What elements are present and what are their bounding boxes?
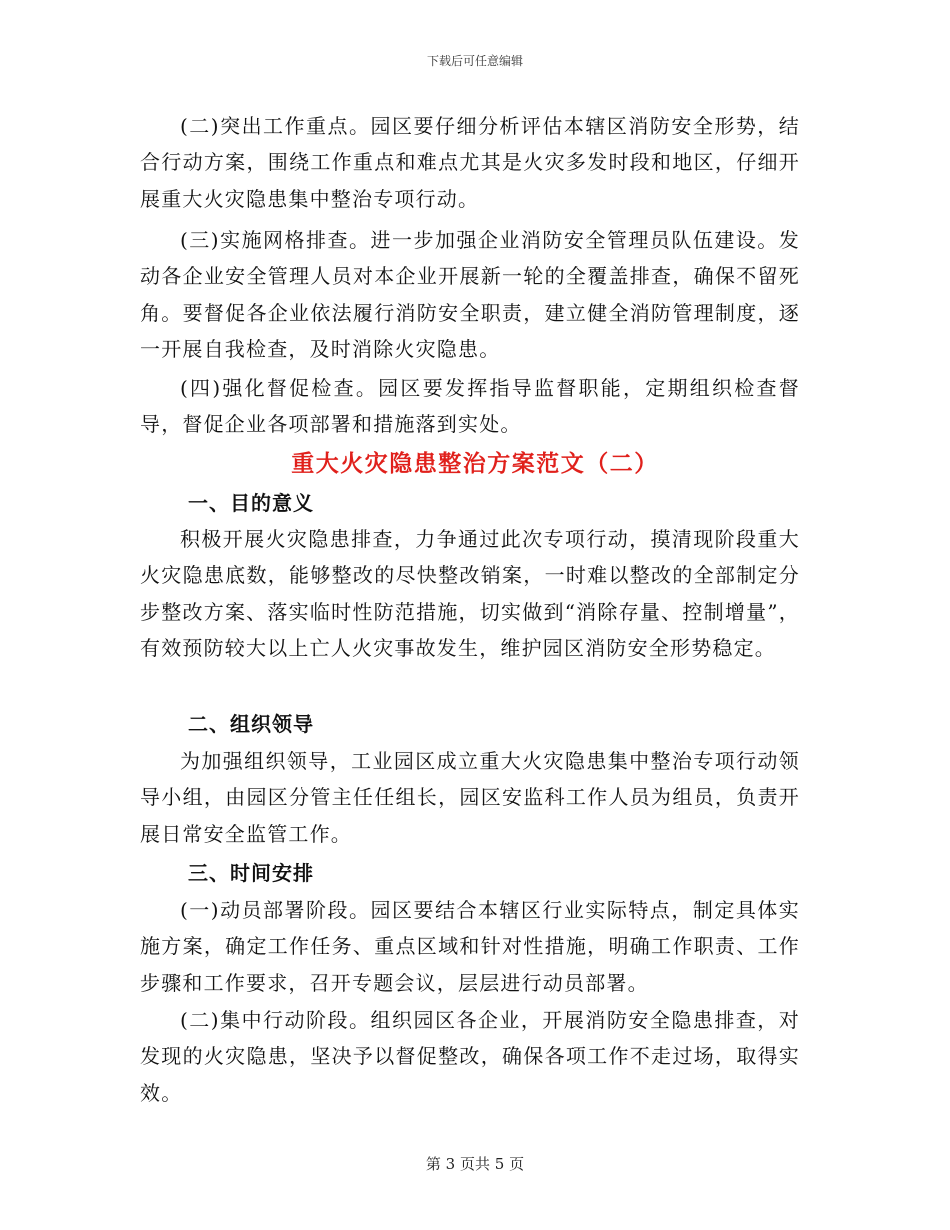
heading-organization: 二、组织领导 [188, 712, 314, 736]
paragraph-key-focus: (二)突出工作重点。园区要仔细分析评估本辖区消防安全形势，结合行动方案，围绕工作重点和难点尤其是火灾多发时段和地区，仔细开展重大火灾隐患集中整治专项行动。 [140, 114, 800, 211]
paragraph-purpose: 积极开展火灾隐患排查，力争通过此次专项行动，摸清现阶段重大火灾隐患底数，能够整改的尽快整改销案，一时难以整改的全部制定分步整改方案、落实临时性防范措施，切实做到“消除存量、控制增量”，有效预防较大以上亡人火灾事故发生，维护园区消防安全形势稳定。 [140, 527, 800, 661]
paragraph-action-stage: (二)集中行动阶段。组织园区各企业，开展消防安全隐患排查，对发现的火灾隐患，坚决予以督促整改，确保各项工作不走过场，取得实效。 [140, 1008, 800, 1105]
heading-purpose: 一、目的意义 [188, 491, 314, 515]
page-header: 下载后可任意编辑 [426, 54, 523, 68]
page-footer: 第 3 页共 5 页 [425, 1155, 525, 1173]
paragraph-grid-inspection: (三)实施网格排查。进一步加强企业消防安全管理员队伍建设。发动各企业安全管理人员对本企业开展新一轮的全覆盖排查，确保不留死角。要督促各企业依法履行消防安全职责，建立健全消防管理制度，逐一开展自我检查，及时消除火灾隐患。 [140, 228, 800, 362]
paragraph-mobilization-stage: (一)动员部署阶段。园区要结合本辖区行业实际特点，制定具体实施方案，确定工作任务、重点区域和针对性措施，明确工作职责、工作步骤和工作要求，召开专题会议，层层进行动员部署。 [140, 898, 800, 995]
paragraph-supervision: (四)强化督促检查。园区要发挥指导监督职能，定期组织检查督导，督促企业各项部署和措施落到实处。 [140, 376, 800, 437]
document-title: 重大火灾隐患整治方案范文（二） [291, 451, 659, 477]
heading-schedule: 三、时间安排 [188, 861, 314, 885]
paragraph-organization: 为加强组织领导，工业园区成立重大火灾隐患集中整治专项行动领导小组，由园区分管主任任组长，园区安监科工作人员为组员，负责开展日常安全监管工作。 [140, 749, 800, 846]
